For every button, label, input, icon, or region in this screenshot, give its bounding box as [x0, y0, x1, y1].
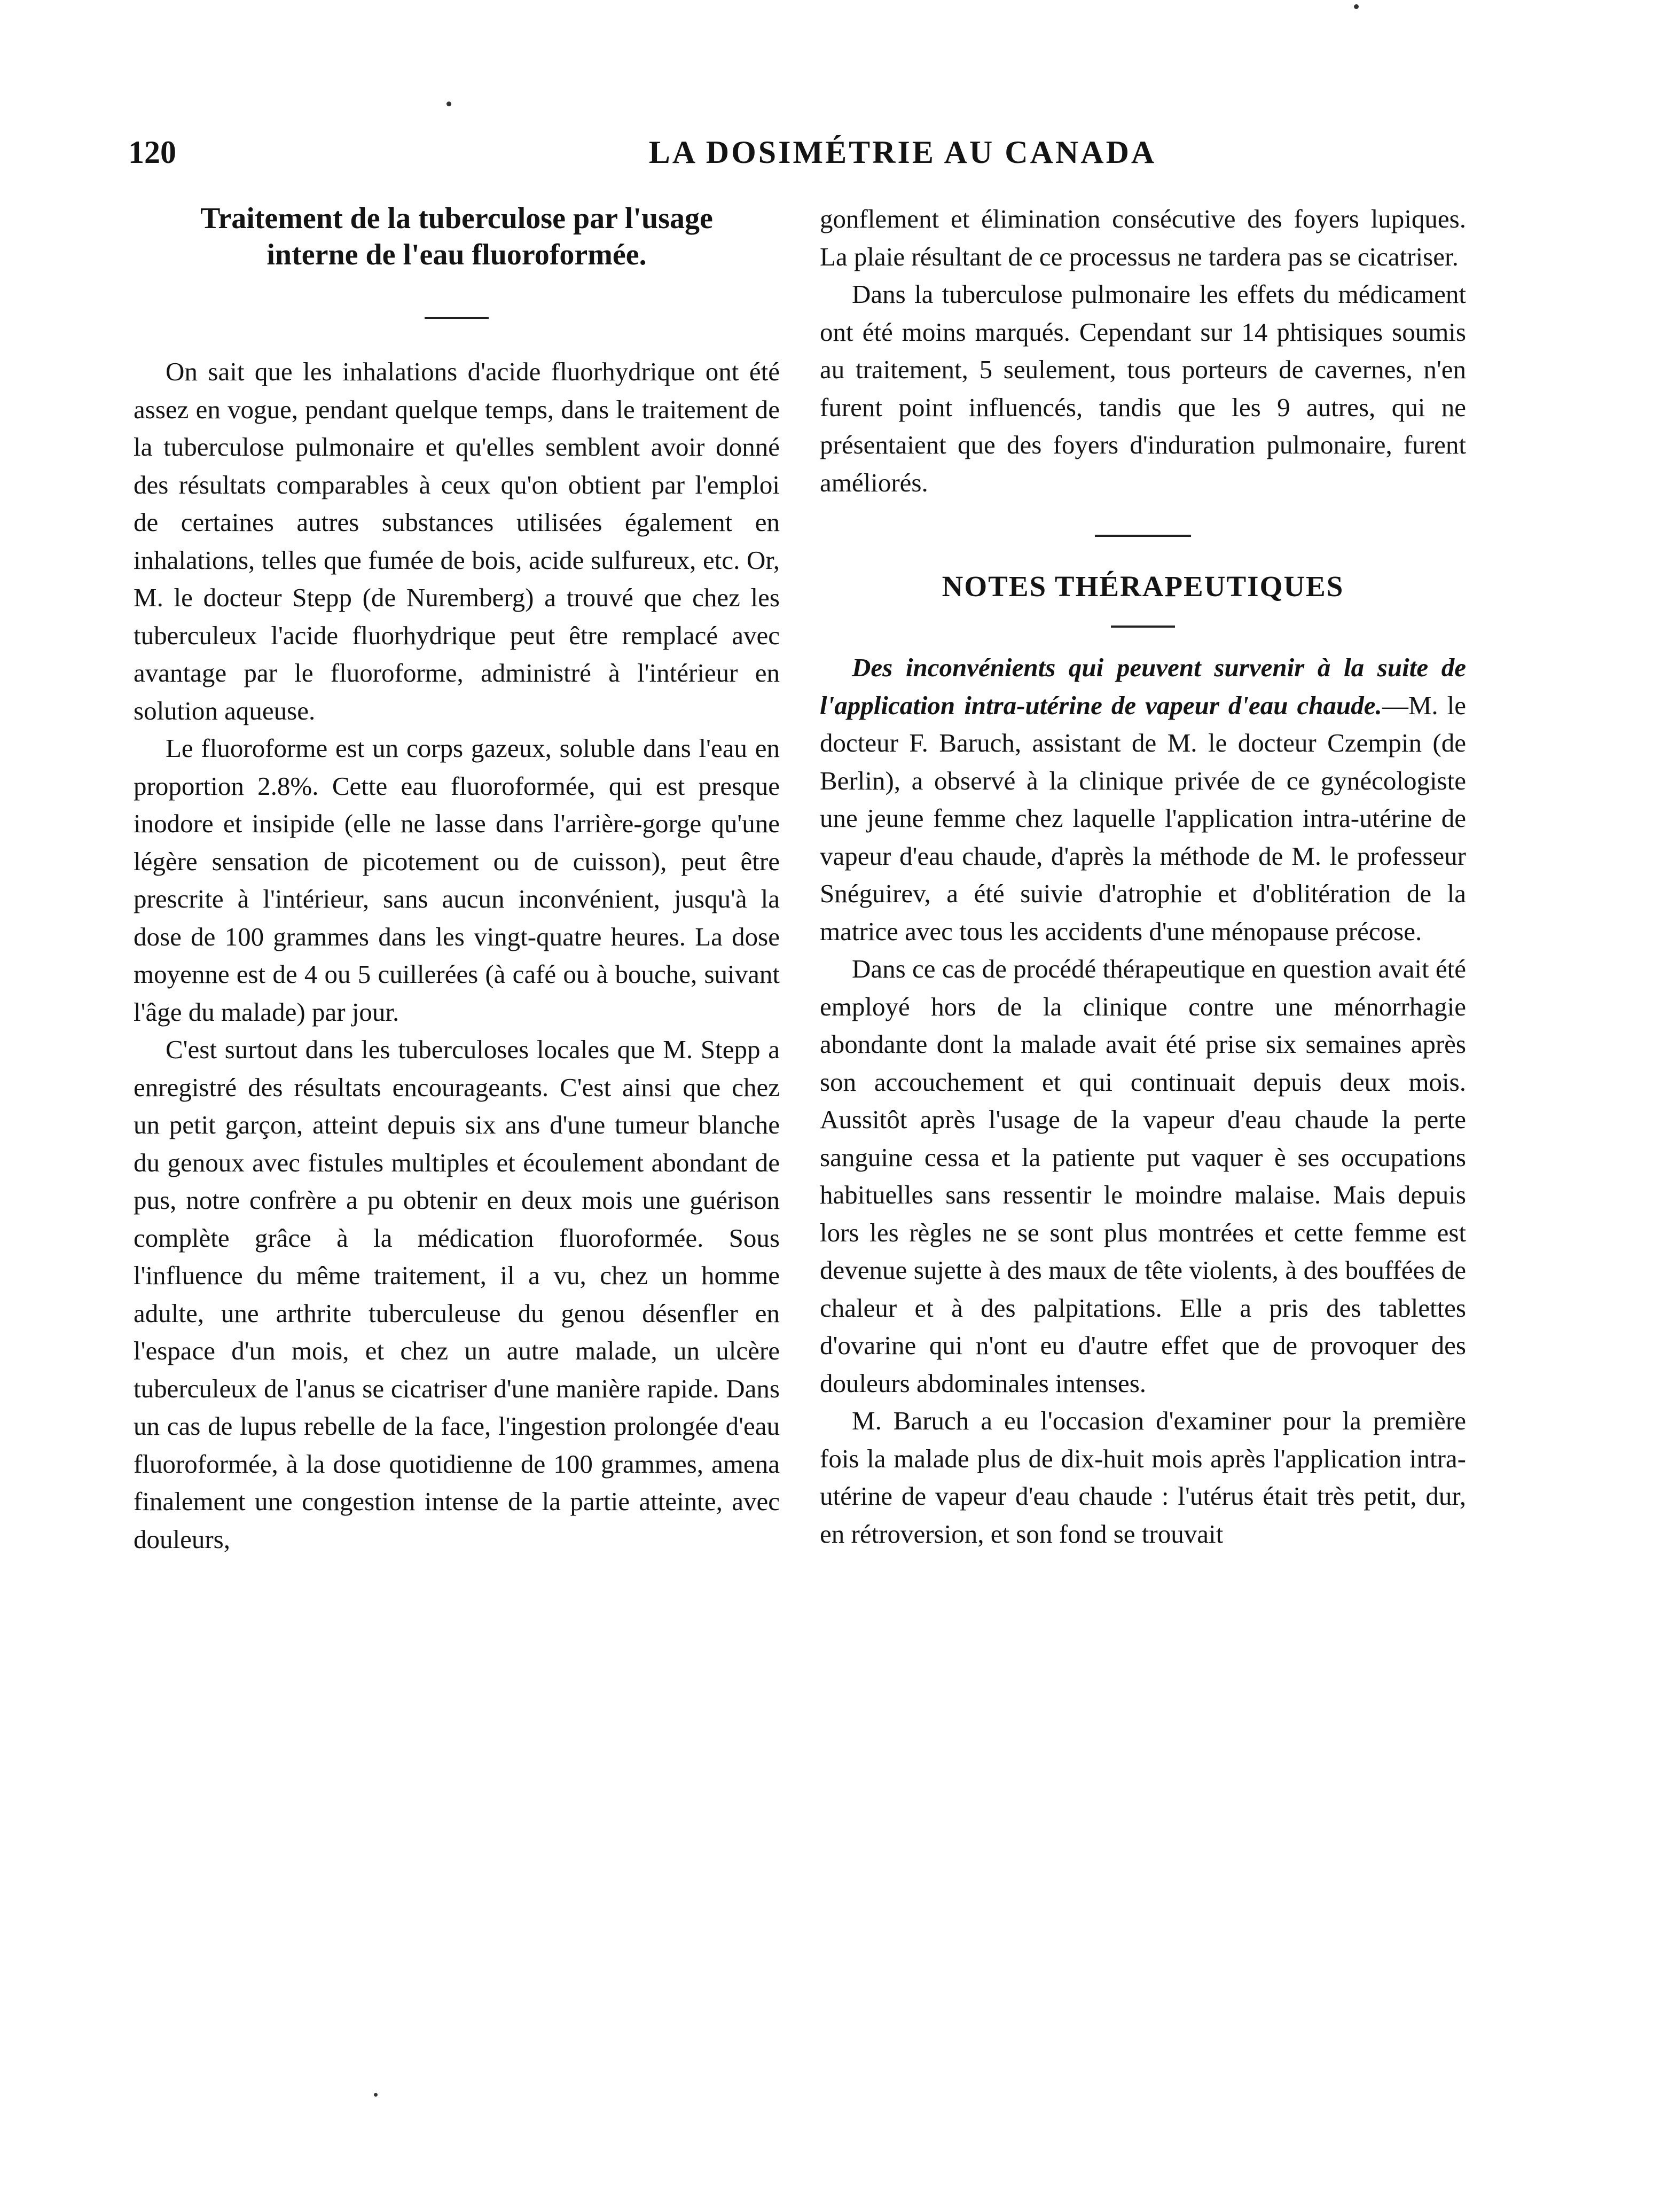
paragraph-continuation: gonflement et élimination consécutive des foyers lupiques. La plaie résultant de ce processus ne tardera pas se cicatriser.: [820, 204, 1466, 271]
article-title: Traitement de la tuberculose par l'usage interne de l'eau fluoroformée.: [200, 202, 713, 271]
section-title-divider: [1111, 626, 1175, 628]
paragraph: Le fluoroforme est un corps gazeux, soluble dans l'eau en proportion 2.8%. Cette eau fluoroformée, qui est presque inodore et insipide (elle ne lasse dans l'arrière-gorge qu'une légère sensation de picotement ou de cuisson), peut être prescrite à l'intérieur, sans aucun inconvénient, jusqu'à la dose de 100 grammes dans les vingt-quatre heures. La dose moyenne est de 4 ou 5 cuillerées (à café ou à bouche, suivant l'âge du malade) par jour.: [134, 733, 780, 1027]
paragraph: C'est surtout dans les tuberculoses locales que M. Stepp a enregistré des résultats encourageants. C'est ainsi que chez un petit garçon, atteint depuis six ans d'une tumeur blanche du genoux avec fistules multiples et écoulement abondant de pus, notre confrère a pu obtenir en deux mois une guérison complète grâce à la médication fluoroformée. Sous l'influence du même traitement, il a vu, chez un homme adulte, une arthrite tuberculeuse du genou désenfler en l'espace d'un mois, et chez un autre malade, un ulcère tuberculeux de l'anus se cicatriser d'une manière rapide. Dans un cas de lupus rebelle de la face, l'ingestion prolongée d'eau fluoroformée, à la dose quotidienne de 100 grammes, amena finalement une congestion intense de la partie atteinte, avec douleurs,: [134, 1035, 780, 1554]
print-speck: [446, 101, 451, 106]
running-title: LA DOSIMÉTRIE AU CANADA: [648, 135, 1157, 170]
notes-lead: Des inconvénients qui peuvent survenir à la suite de l'application intra-utérine de vapeur d'eau chaude.: [820, 653, 1466, 720]
print-speck: [1354, 4, 1359, 9]
notes-paragraph: [820, 649, 1466, 950]
section-title: NOTES THÉRAPEUTIQUES: [942, 570, 1344, 603]
paragraph: On sait que les inhalations d'acide fluorhydrique ont été assez en vogue, pendant quelque temps, dans le traitement de la tuberculose pulmonaire et qu'elles semblent avoir donné des résultats comparables à ceux qu'on obtient par l'emploi de certaines autres substances utilisées également en inhalations, telles que fumée de bois, acide sulfureux, etc. Or, M. le docteur Stepp (de Nuremberg) a trouvé que chez les tuberculeux l'acide fluorhydrique peut être remplacé avec avantage par le fluoroforme, administré à l'intérieur en solution aqueuse.: [134, 357, 780, 725]
print-speck: [374, 2093, 378, 2097]
notes-lead-rest: —M. le docteur F. Baruch, assistant de M. le docteur Czempin (de Berlin), a observé à la clinique privée de ce gynécologiste une jeune femme chez laquelle l'application intra-utérine de vapeur d'eau chaude, d'après la méthode de M. le professeur Snéguirev, a été suivie d'atrophie et d'oblitération de la matrice avec tous les accidents d'une ménopause précose.: [820, 690, 1466, 946]
paragraph: Dans la tuberculose pulmonaire les effets du médicament ont été moins marqués. Cependant sur 14 phtisiques soumis au traitement, 5 seulement, tous porteurs de cavernes, n'en furent point influencés, tandis que les 9 autres, qui ne présentaient que des foyers d'induration pulmonaire, furent améliorés.: [820, 279, 1466, 497]
page-number: 120: [128, 135, 176, 170]
page-header: [128, 128, 1501, 176]
left-column: [134, 200, 780, 1558]
right-column: [820, 200, 1466, 1553]
title-divider: [425, 317, 489, 319]
paragraph: Dans ce cas de procédé thérapeutique en question avait été employé hors de la clinique contre une ménorrhagie abondante dont la malade avait été prise six semaines après son accouchement et qui continuait depuis deux mois. Aussitôt après l'usage de la vapeur d'eau chaude la perte sanguine cessa et la patiente put vaquer è ses occupations habituelles sans ressentir le moindre malaise. Mais depuis lors les règles ne se sont plus montrées et cette femme est devenue sujette à des maux de tête violents, à des bouffées de chaleur et à des palpitations. Elle a pris des tablettes d'ovarine qui n'ont eu d'autre effet que de provoquer des douleurs abdominales intenses.: [820, 954, 1466, 1398]
paragraph: M. Baruch a eu l'occasion d'examiner pour la première fois la malade plus de dix-huit mois après l'application intra-utérine de vapeur d'eau chaude : l'utérus était très petit, dur, en rétroversion, et son fond se trouvait: [820, 1406, 1466, 1549]
section-divider: [1095, 535, 1191, 537]
